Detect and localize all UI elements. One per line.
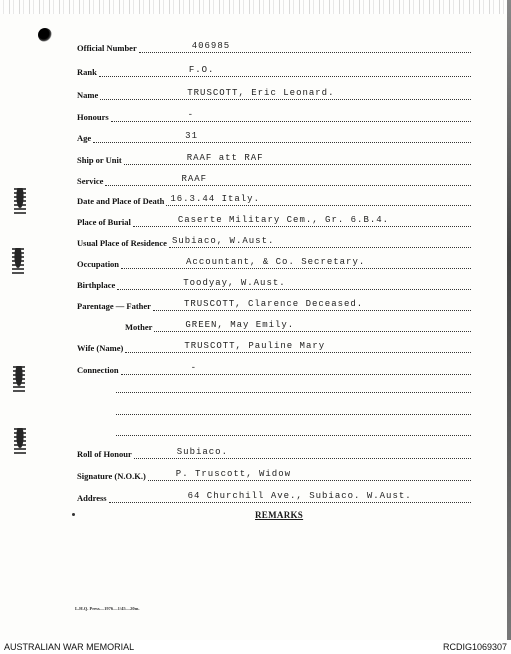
field-line xyxy=(133,215,471,227)
field-line xyxy=(166,194,471,206)
printer-note: L.H.Q. Press—1976—1/45—20m. xyxy=(75,606,140,611)
field-signature xyxy=(77,467,471,481)
field-value: TRUSCOTT, Eric Leonard. xyxy=(187,88,335,98)
field-line xyxy=(125,341,471,353)
field-honours xyxy=(77,108,471,122)
field-line xyxy=(99,65,471,77)
field-line xyxy=(148,469,471,481)
field-value: GREEN, May Emily. xyxy=(185,320,295,330)
field-value: 64 Churchill Ave., Subiaco. W.Aust. xyxy=(187,491,412,501)
field-value: 16.3.44 Italy. xyxy=(170,194,260,204)
field-line xyxy=(134,447,471,459)
field-label: Wife (Name) xyxy=(77,343,124,353)
field-line xyxy=(100,88,471,100)
remarks-heading: REMARKS xyxy=(255,510,304,520)
field-line xyxy=(124,153,471,165)
field-line xyxy=(121,257,471,269)
field-line xyxy=(105,174,471,186)
scan-right-edge xyxy=(507,0,511,640)
stray-mark xyxy=(72,513,75,516)
field-value: Accountant, & Co. Secretary. xyxy=(186,257,366,267)
caption-right: RCDIG1069307 xyxy=(442,642,507,652)
field-address xyxy=(77,489,471,503)
field-value: Toodyay, W.Aust. xyxy=(183,278,286,288)
punch-hole-icon xyxy=(38,28,52,42)
field-value: Subiaco, W.Aust. xyxy=(171,236,275,246)
field-label: Birthplace xyxy=(77,280,116,290)
field-age xyxy=(77,129,471,143)
field-label: Usual Place of Residence xyxy=(77,238,167,248)
field-occupation xyxy=(77,255,471,269)
field-line xyxy=(93,131,471,143)
field-line xyxy=(109,491,471,503)
field-label: Official Number xyxy=(77,43,137,53)
field-line xyxy=(139,41,471,53)
field-label: Address xyxy=(77,493,107,503)
field-value: RAAF xyxy=(181,174,208,184)
field-date-place-of-death xyxy=(77,192,471,206)
field-value: 31 xyxy=(185,131,198,141)
field-value: 406985 xyxy=(191,41,231,51)
field-label: Date and Place of Death xyxy=(77,196,165,206)
field-roll-of-honour xyxy=(77,445,471,459)
field-label: Signature (N.O.K.) xyxy=(77,471,146,481)
field-name xyxy=(77,86,471,100)
field-value: P. Truscott, Widow xyxy=(175,469,292,479)
caption-left: AUSTRALIAN WAR MEMORIAL xyxy=(4,642,135,652)
field-line xyxy=(154,320,471,332)
field-label: Connection xyxy=(77,365,119,375)
field-service xyxy=(77,172,471,186)
field-ship-or-unit xyxy=(77,151,471,165)
field-usual-residence xyxy=(77,234,471,248)
field-rank xyxy=(77,63,471,77)
binder-mark-icon xyxy=(14,428,26,456)
blank-line xyxy=(116,392,471,393)
field-value: TRUSCOTT, Pauline Mary xyxy=(184,341,326,351)
field-label: Rank xyxy=(77,67,97,77)
field-label: Occupation xyxy=(77,259,120,269)
field-label: Service xyxy=(77,176,104,186)
field-official-number xyxy=(77,39,471,53)
field-value: RAAF att RAF xyxy=(186,153,264,163)
blank-line xyxy=(116,435,471,436)
field-value: F.O. xyxy=(188,65,215,75)
field-birthplace xyxy=(77,276,471,290)
field-label: Age xyxy=(77,133,92,143)
blank-line xyxy=(116,414,471,415)
field-label: Place of Burial xyxy=(77,217,131,227)
field-value: TRUSCOTT, Clarence Deceased. xyxy=(183,299,364,309)
field-line xyxy=(121,363,471,375)
field-line xyxy=(117,278,471,290)
field-value: - xyxy=(190,363,197,373)
field-value: Subiaco. xyxy=(176,447,228,457)
field-parentage-father xyxy=(77,297,471,311)
scan-top-edge xyxy=(0,0,511,14)
field-line xyxy=(153,299,471,311)
field-value: Caserte Military Cem., Gr. 6.B.4. xyxy=(177,215,390,225)
field-place-of-burial xyxy=(77,213,471,227)
field-label: Parentage — Father xyxy=(77,301,151,311)
archive-caption xyxy=(0,640,511,654)
field-label: Ship or Unit xyxy=(77,155,122,165)
field-line xyxy=(169,236,471,248)
field-label: Mother xyxy=(125,322,153,332)
binder-mark-icon xyxy=(14,188,26,216)
field-line xyxy=(111,110,471,122)
field-label: Roll of Honour xyxy=(77,449,132,459)
field-connection xyxy=(77,361,471,375)
binder-mark-icon xyxy=(13,366,25,394)
field-value: - xyxy=(187,110,195,120)
field-label: Honours xyxy=(77,112,109,122)
field-wife xyxy=(77,339,471,353)
field-label: Name xyxy=(77,90,99,100)
binder-mark-icon xyxy=(12,248,24,276)
field-mother xyxy=(125,318,471,332)
